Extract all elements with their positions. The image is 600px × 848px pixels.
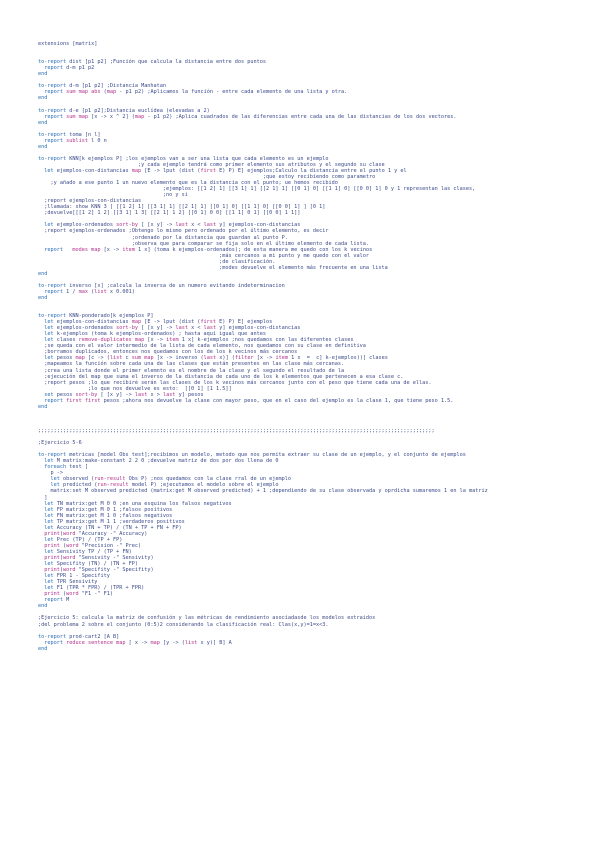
code-text: metricas [model Obs test];recibimos un modelo, metodo que nos permita extraer su clase de un ejemplo, y el conjunto de ejemplos xyxy=(66,452,466,459)
primitive-token: map xyxy=(134,113,145,120)
primitive-token: item xyxy=(122,246,135,253)
keyword-token: to-report xyxy=(38,131,67,138)
primitive-token: last xyxy=(203,222,217,229)
code-text: d-m p1 p2 xyxy=(63,65,95,72)
keyword-token: let xyxy=(44,500,54,507)
keyword-token: end xyxy=(38,403,48,410)
primitive-token: sum xyxy=(131,355,142,362)
primitive-token: sublist xyxy=(66,137,88,144)
code-text: FN matrix:get M 1 0 ;falsos negativos xyxy=(53,512,173,519)
code-text: [y -> ( xyxy=(159,639,185,646)
primitive-token: word xyxy=(63,567,76,574)
code-text: pesos ;ahora nos devuelve la clase con mayor peso, que en el caso del ejemplo es la clase 1, que tiene peso 1.5. xyxy=(100,397,454,404)
code-text: k-ejemplos (toma k ejemplos-ordenados) ; hasta aquí igual que antes xyxy=(53,331,266,338)
code-text: ( xyxy=(100,89,107,96)
code-text: p -> xyxy=(38,470,63,477)
code-text: inverso [x] ;calcula la inversa de un numero evitando indeterminacion xyxy=(66,282,285,289)
code-text: 1 x] (toma k ejemplos-ordenados); de esta manera me quedo con los k vecinos xyxy=(134,246,373,253)
comment-token: ;report pesos ;lo que recibiré serán las clases de los k vecinos más cercanos junto con el peso que tiene cada una de ellas. xyxy=(38,379,432,386)
primitive-token: sort-by xyxy=(75,391,98,398)
primitive-token: word xyxy=(66,591,79,598)
keyword-token: report xyxy=(44,65,63,72)
keyword-token: let xyxy=(44,518,54,525)
primitive-token: map xyxy=(131,319,142,326)
code-text: ( xyxy=(59,554,63,561)
primitive-token: map xyxy=(78,113,88,120)
keyword-token: let xyxy=(50,476,60,483)
code-text: Specifity (TN) / (TN + FP) xyxy=(53,561,138,568)
code-text: "Sensivity -" Sensivity) xyxy=(75,554,154,561)
code-text: ejemplos-ordenados xyxy=(53,222,117,229)
code-text: "Precision -" Prec) xyxy=(78,542,142,549)
code-text: [x -> xyxy=(144,337,167,344)
primitive-token: map xyxy=(131,167,142,174)
keyword-token: to-report xyxy=(38,282,67,289)
keyword-token: end xyxy=(38,119,48,126)
keyword-token: set xyxy=(44,391,54,398)
primitive-token: list xyxy=(184,639,198,646)
primitive-token: map xyxy=(144,355,154,362)
keyword-token: let xyxy=(44,548,54,555)
keyword-token: let xyxy=(44,325,54,332)
code-text: E) P) E] ejemplos;Calculo la distancia entre el punto 1 y el xyxy=(216,167,407,174)
keyword-token: to-report xyxy=(38,633,67,640)
primitive-token: run-result xyxy=(94,476,126,483)
keyword-token: report xyxy=(44,597,63,604)
primitive-token: list xyxy=(109,355,123,362)
primitive-token: reduce xyxy=(66,639,85,646)
keyword-token: foreach xyxy=(44,464,67,471)
keyword-token: to-report xyxy=(38,313,67,320)
primitive-token: print xyxy=(44,554,60,561)
code-text: [x -> inverso ( xyxy=(153,355,204,362)
keyword-token: to-report xyxy=(38,83,67,90)
keyword-token: to-report xyxy=(38,107,67,114)
code-text: x < xyxy=(187,325,204,332)
code-text: observed ( xyxy=(59,476,95,483)
primitive-token: print xyxy=(44,530,60,537)
comment-token: ;ejecución del map que suma el inverso de la distancia de cada uno de los k elementos que pertenecen a esa clase c. xyxy=(38,373,404,380)
code-text: ;y añado a ese punto 1 un nuevo elemento que es la distancia con el punto; ue hemos recibido xyxy=(38,180,338,187)
keyword-token: report xyxy=(44,639,63,646)
primitive-token: filter xyxy=(234,355,254,362)
code-text: clases xyxy=(53,337,79,344)
primitive-token: print xyxy=(44,542,60,549)
code-text: model P) ;ejecutamos el modelo sobre el ejemplo xyxy=(128,482,279,489)
comment-token: ;mapeamos la función sobre cada una de las clases que están presentes en las clase más cercanas. xyxy=(38,361,345,368)
comment-token: ;observa que para comparar se fija solo en el último elemento de cada lista. xyxy=(38,240,370,247)
keyword-token: let xyxy=(44,331,54,338)
code-text: ;más cercanos a mi punto y me quedo con el valor xyxy=(38,252,370,259)
code-text: 1 x] k-ejemplos ;nos quedamos con las diferentes clases xyxy=(178,337,354,344)
code-text: ;no y si xyxy=(38,192,188,199)
code-text: ejemplos-con-distancias xyxy=(53,319,132,326)
comment-token: ;report ejemplos-con-distancias xyxy=(38,198,142,205)
primitive-token: word xyxy=(66,542,79,549)
code-text: ( xyxy=(59,530,63,537)
primitive-token: sentence xyxy=(88,639,113,646)
keyword-token: report xyxy=(44,89,63,96)
comment-token: ;report ejemplos-ordenados ;Obtengo lo mismo pero ordenado por el último elemento, es decir xyxy=(38,228,329,235)
code-text: y] ejemplos-con-distancias xyxy=(216,325,301,332)
primitive-token: map xyxy=(106,89,117,96)
code-text: ( xyxy=(59,542,67,549)
primitive-token: map xyxy=(150,639,160,646)
primitive-token: last xyxy=(203,325,217,332)
code-text: extensions [matrix] xyxy=(38,41,98,47)
code-text: [ [x y] -> xyxy=(137,325,176,332)
code-text: ( xyxy=(88,288,95,295)
code-text: Prec (TP) / (TP + FP) xyxy=(53,536,123,543)
code-text: TP matrix:get M 1 1 ;verdaderos positivos xyxy=(53,518,185,525)
code-text: [c -> ( xyxy=(84,355,110,362)
code-text: ( xyxy=(59,567,63,574)
code-text: TPR Sensivity xyxy=(53,579,98,586)
code-text: [ [x y] -> xyxy=(97,391,135,398)
primitive-token: last xyxy=(175,325,188,332)
code-text: d-m [p1 p2] ;Distancia Manhatan xyxy=(66,83,167,90)
code-text: E) P) E] ejemplos xyxy=(216,319,273,326)
primitive-token: word xyxy=(63,554,76,561)
keyword-token: let xyxy=(44,167,54,174)
code-text: [x -> xyxy=(100,246,123,253)
code-text: y] pesos xyxy=(175,391,204,398)
code-text: M xyxy=(63,597,70,604)
code-text: [x -> x ^ 2] ( xyxy=(88,113,135,120)
code-text: Obs P) ;nos quedamos con la clase rral de un ejemplo xyxy=(125,476,291,483)
code-text: y] ejemplos-con-distancias xyxy=(216,222,301,229)
code-text: "F1 -" F1) xyxy=(78,591,113,598)
code-text: prod-cart2 [A B] xyxy=(66,633,120,640)
code-text: TN matrix:get M 0 0 ;en una esquina los falsos negativos xyxy=(53,500,232,507)
code-text: ;modes devuelve el elemento más frecuente en una lista xyxy=(38,264,388,271)
primitive-token: list xyxy=(94,288,107,295)
code-text: test [ xyxy=(66,464,88,471)
keyword-token: let xyxy=(44,458,54,465)
code-text: [E -> lput (dist ( xyxy=(141,167,201,174)
code-text: x 0.001) xyxy=(106,288,135,295)
primitive-token: modes xyxy=(72,246,88,253)
code-text: Sensivity TP / (TP + FN) xyxy=(53,548,132,555)
code-text: "Accuracy -" Accuracy) xyxy=(75,530,148,537)
keyword-token: report xyxy=(44,397,63,404)
primitive-token: word xyxy=(63,530,76,537)
comment-token: ;Ejercicio 5: calcula la matriz de confusión y las métricas de rendimiento asociadasde los modelos extraidos xyxy=(38,615,376,622)
code-text: ejemplos-con-distancias xyxy=(53,167,132,174)
comment-token: ;llamada: show KNN 3 [ [[1 2] 1] [[3 1] 1] [[2 1] 1] [[0 1] 0] [[1 1] 0] [[0 0] 1] ] [0 1] xyxy=(38,204,326,211)
code-text: pesos xyxy=(53,391,76,398)
code-text: x > xyxy=(147,391,163,398)
primitive-token: last xyxy=(203,355,217,362)
keyword-token: end xyxy=(38,71,48,78)
keyword-token: let xyxy=(44,561,54,568)
code-listing xyxy=(38,41,594,652)
keyword-token: end xyxy=(38,95,48,102)
code-text: [ x -> xyxy=(125,639,151,646)
code-text: [E -> lput (dist ( xyxy=(141,319,201,326)
keyword-token: report xyxy=(44,246,63,253)
code-text: - p1 p2) ;Aplicamos la función - entre cada elemento de una lista y otra. xyxy=(116,89,348,96)
code-text: 1 / xyxy=(63,288,79,295)
code-text: KNN-ponderado[k ejemplos P] xyxy=(66,313,154,320)
code-text: predicted ( xyxy=(59,482,98,489)
code-line xyxy=(38,646,594,652)
primitive-token: abs xyxy=(91,89,101,96)
primitive-token: map xyxy=(75,355,85,362)
keyword-token: let xyxy=(44,506,54,513)
primitive-token: map xyxy=(116,639,126,646)
code-text: ( xyxy=(59,591,67,598)
primitive-token: remove-duplicates xyxy=(78,337,132,344)
comment-token: ;Ejercicio 5-6 xyxy=(38,440,82,447)
keyword-token: let xyxy=(44,573,54,580)
primitive-token: run-result xyxy=(97,482,129,489)
code-text: ] xyxy=(38,494,48,501)
code-text: Accuracy (TN + TP) / (TN + TP + FN + FP) xyxy=(53,524,182,531)
code-text: ;que estoy recibiendo como parametro xyxy=(38,174,376,181)
primitive-token: sum xyxy=(66,89,76,96)
code-text: FP matrix:get M 0 1 ;falsos positivos xyxy=(53,506,173,513)
primitive-token: first xyxy=(200,319,217,326)
primitive-token: max xyxy=(78,288,88,295)
keyword-token: report xyxy=(44,137,63,144)
comment-token: ;ordenado por la distancia que guardan al punto P. xyxy=(38,234,288,241)
code-text: c xyxy=(122,355,132,362)
keyword-token: to-report xyxy=(38,452,67,459)
primitive-token: first xyxy=(66,397,82,404)
primitive-token: map xyxy=(78,89,88,96)
keyword-token: let xyxy=(44,512,54,519)
keyword-token: let xyxy=(44,579,54,586)
keyword-token: let xyxy=(50,482,60,489)
primitive-token: sort-by xyxy=(116,222,138,229)
comment-token: ;crea una lista donde el primer elemnto es el nombre de la clase y el segundo el resultado de la xyxy=(38,367,345,374)
code-text: l 0 n xyxy=(88,137,107,144)
code-text: x)] ( xyxy=(216,355,235,362)
code-text: ;y cada ejemplo tendrá como primer elemento sus atributos y el segundo su clase xyxy=(38,161,385,168)
code-text: M matrix:make-constant 2 2 0 ;devuelve matriz de dos por dos llena de 0 xyxy=(53,458,279,465)
comment-token: ;borramos duplicados, entonces nos quedamos con los de los k vecinos más cercanos xyxy=(38,349,298,356)
primitive-token: map xyxy=(134,337,145,344)
primitive-token: print xyxy=(44,591,60,598)
code-text: [x -> xyxy=(253,355,276,362)
keyword-token: to-report xyxy=(38,59,67,66)
code-text: dist [p1 p2] ;Función que calcula la distancia entre dos puntos xyxy=(66,59,266,66)
comment-token: ;se queda con el valor intermedio de la lista de cada elemento, nos quedamos con su clase en definitiva xyxy=(38,343,366,350)
keyword-token: report xyxy=(44,288,63,295)
keyword-token: end xyxy=(38,143,48,150)
primitive-token: last xyxy=(175,222,188,229)
comment-token: ;del problema 2 sobre el conjunto (0:5)2 considerando la clasificación real: Clas(x,y)=1=x<3. xyxy=(38,621,329,628)
code-text: ;de clasificación. xyxy=(38,258,276,265)
code-text: ejemplos-ordenados xyxy=(53,325,117,332)
keyword-token: let xyxy=(44,319,54,326)
primitive-token: first xyxy=(200,167,217,174)
keyword-token: let xyxy=(44,524,54,531)
code-text: [ [x y] -> xyxy=(137,222,176,229)
keyword-token: end xyxy=(38,294,48,301)
code-text: x < xyxy=(187,222,204,229)
code-text: ;ejemplos: [[1 2] 1] [[3 1] 1] [[2 1] 1] [[0 1] 0] [[1 1] 0] [[0 0] 1] 0 y 1 representan las clases, xyxy=(38,186,476,193)
keyword-token: end xyxy=(38,645,48,652)
code-text: 1 x = c] k-ejemplos))] clases xyxy=(287,355,388,362)
comment-token: ;devuelve[[[1 2] 1 2] [[3 1] 1 3] [[2 1] 1 2] [[0 1] 0 0] [[1 1] 0 1] [[0 0] 1 1]] xyxy=(38,210,301,217)
code-text: x y)] B] A xyxy=(197,639,232,646)
code-text: pesos xyxy=(53,355,76,362)
keyword-token: let xyxy=(44,222,54,229)
code-text: matrix:set M observed predicted (matrix:get M observed predicted) + 1 ;dependiendo de su clase observada y oprdicha sumaremos 1 en la matriz xyxy=(38,488,488,495)
primitive-token: last xyxy=(134,391,148,398)
primitive-token: sort-by xyxy=(116,325,138,332)
keyword-token: report xyxy=(44,113,63,120)
primitive-token: last xyxy=(162,391,176,398)
code-text: toma [n l] xyxy=(66,131,101,138)
keyword-token: to-report xyxy=(38,155,67,162)
comment-token: ;;;;;;;;;;;;;;;;;;;;;;;;;;;;;;;;;;;;;;;;;;;;;;;;;;;;;;;;;;;;;;;;;;;;;;;;;;;;;;;;;;;;;;;;;;;;;;;;;;;;;;;;;;;;;;;;;;;;;;;;;;;;;;; xyxy=(38,428,435,434)
code-text: FPR 1 - Specifity xyxy=(53,573,110,580)
keyword-token: end xyxy=(38,603,48,610)
primitive-token: map xyxy=(91,246,101,253)
keyword-token: let xyxy=(44,337,54,344)
code-text: - p1 p2) ;Aplica cuadrados de las diferencias entre cada una de las distancias de los dos vectores. xyxy=(144,113,457,120)
keyword-token: let xyxy=(44,536,54,543)
keyword-token: let xyxy=(44,585,54,592)
primitive-token: item xyxy=(275,355,288,362)
primitive-token: item xyxy=(166,337,179,344)
code-text: "Specifity -" Specifity) xyxy=(75,567,154,574)
keyword-token: let xyxy=(44,355,54,362)
code-text: KNN[k ejemplos P] ;los ejemplos van a ser una lista que cada elemento es un ejemplo xyxy=(66,155,329,162)
code-text: d-e [p1 p2];Distancia euclídea (elevadas a 2) xyxy=(66,107,210,114)
code-text: F1 (TPR * FPR) / (TPR + FPR) xyxy=(53,585,145,592)
primitive-token: sum xyxy=(66,113,76,120)
primitive-token: print xyxy=(44,567,60,574)
comment-token: ;lo que nos devuelve es esto: [[0 1] [1 1.5]] xyxy=(38,385,232,392)
primitive-token: first xyxy=(84,397,101,404)
keyword-token: end xyxy=(38,270,48,277)
